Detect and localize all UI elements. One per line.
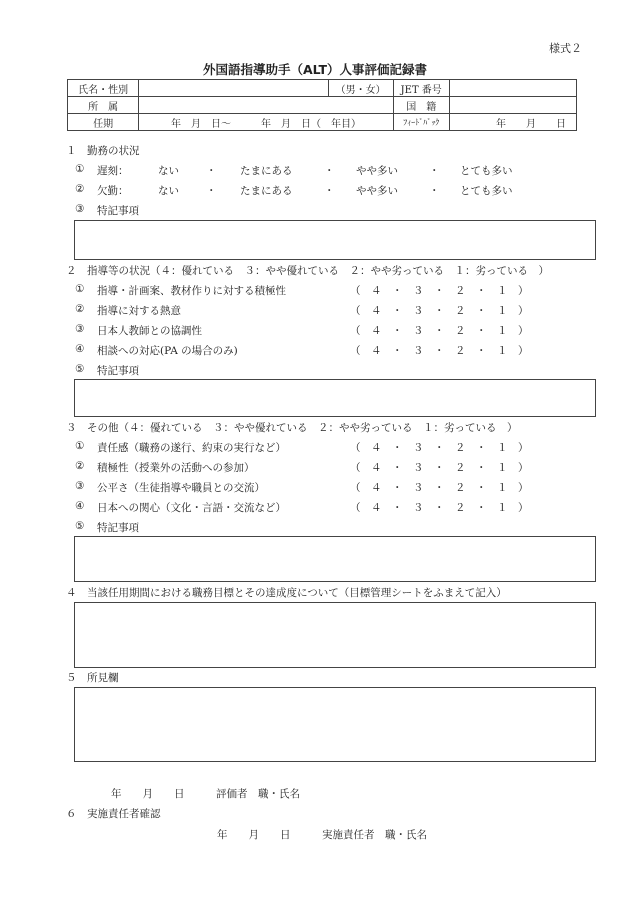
- s2-item-scale[interactable]: （ ４ ・ ３ ・ ２ ・ １ ）: [350, 305, 529, 317]
- feedback-date-field[interactable]: 年 月 日: [449, 114, 576, 131]
- s2-item-scale[interactable]: （ ４ ・ ３ ・ ２ ・ １ ）: [350, 345, 529, 357]
- s2-notes-box[interactable]: [74, 379, 596, 417]
- s3-item-label: 積極性（授業外の活動への参加）: [97, 462, 255, 474]
- s1-notes-box[interactable]: [74, 220, 596, 260]
- term-label: 任期: [68, 114, 139, 131]
- page-title: 外国語指導助手（ALT）人事評価記録書: [202, 62, 428, 77]
- lateness-opt-sometimes[interactable]: たまにある: [240, 165, 293, 177]
- lateness-sep: ・: [324, 165, 335, 177]
- absence-num: ②: [75, 183, 85, 195]
- lateness-sep: ・: [429, 165, 440, 177]
- name-field[interactable]: [139, 80, 328, 97]
- lateness-sep: ・: [206, 165, 217, 177]
- form-number: 様式２: [549, 42, 582, 55]
- absence-sep: ・: [429, 185, 440, 197]
- s3-item-label: 日本への関心（文化・言語・交流など）: [97, 502, 286, 514]
- term-period-field[interactable]: 年 月 日～ 年 月 日（ 年目）: [139, 114, 393, 131]
- s1-notes-num: ③: [75, 203, 85, 215]
- s2-item-label: 指導に対する熱意: [97, 305, 181, 317]
- s3-item-scale[interactable]: （ ４ ・ ３ ・ ２ ・ １ ）: [350, 462, 529, 474]
- absence-sep: ・: [206, 185, 217, 197]
- feedback-label: ﾌｨｰﾄﾞﾊﾞｯｸ: [393, 114, 449, 131]
- s2-notes-label: 特記事項: [97, 365, 139, 377]
- name-gender-label: 氏名・性別: [68, 80, 139, 97]
- s3-item-label: 公平さ（生徒指導や職員との交流）: [97, 482, 265, 494]
- gender-options[interactable]: （男・女）: [328, 80, 393, 97]
- s2-item-num: ③: [75, 323, 85, 335]
- header-table: [67, 79, 577, 131]
- nationality-field[interactable]: [449, 97, 576, 114]
- manager-signature-line[interactable]: 年 月 日 実施責任者 職・氏名: [217, 829, 427, 841]
- s3-notes-label: 特記事項: [97, 522, 139, 534]
- section1-heading: １ 勤務の状況: [66, 145, 140, 157]
- absence-opt-sometimes[interactable]: たまにある: [240, 185, 293, 197]
- s3-item-label: 責任感（職務の遂行、約束の実行など）: [97, 442, 286, 454]
- s2-item-scale[interactable]: （ ４ ・ ３ ・ ２ ・ １ ）: [350, 285, 529, 297]
- s3-notes-num: ⑤: [75, 520, 85, 532]
- section4-heading: ４ 当該任用期間における職務目標とその達成度について（目標管理シートをふまえて記入）: [66, 587, 507, 599]
- s3-item-num: ①: [75, 440, 85, 452]
- s2-item-label: 日本人教師との協調性: [97, 325, 202, 337]
- jet-number-field[interactable]: [449, 80, 576, 97]
- s4-goals-box[interactable]: [74, 602, 596, 668]
- jet-number-label: JET 番号: [393, 80, 449, 97]
- section5-heading: ５ 所見欄: [66, 672, 119, 684]
- s2-item-label: 相談への対応(PA の場合のみ): [97, 345, 238, 357]
- s3-item-num: ③: [75, 480, 85, 492]
- lateness-opt-very-many[interactable]: とても多い: [460, 165, 513, 177]
- affiliation-field[interactable]: [139, 97, 393, 114]
- s3-notes-box[interactable]: [74, 536, 596, 582]
- section2-heading: ２ 指導等の状況（４：優れている ３：やや優れている ２：やや劣っている １：劣っている ）: [66, 265, 549, 277]
- s2-item-num: ②: [75, 303, 85, 315]
- affiliation-label: 所 属: [68, 97, 139, 114]
- s2-notes-num: ⑤: [75, 363, 85, 375]
- s5-remarks-box[interactable]: [74, 687, 596, 762]
- s3-item-num: ④: [75, 500, 85, 512]
- section6-heading: ６ 実施責任者確認: [66, 808, 161, 820]
- nationality-label: 国 籍: [393, 97, 449, 114]
- s1-notes-label: 特記事項: [97, 205, 139, 217]
- absence-opt-none[interactable]: ない: [158, 185, 179, 197]
- absence-sep: ・: [324, 185, 335, 197]
- lateness-num: ①: [75, 163, 85, 175]
- absence-opt-somewhat-many[interactable]: やや多い: [356, 185, 398, 197]
- s3-item-scale[interactable]: （ ４ ・ ３ ・ ２ ・ １ ）: [350, 482, 529, 494]
- lateness-opt-somewhat-many[interactable]: やや多い: [356, 165, 398, 177]
- s3-item-scale[interactable]: （ ４ ・ ３ ・ ２ ・ １ ）: [350, 442, 529, 454]
- absence-opt-very-many[interactable]: とても多い: [460, 185, 513, 197]
- absence-label: 欠勤：: [97, 185, 129, 197]
- lateness-label: 遅刻：: [97, 165, 129, 177]
- s2-item-scale[interactable]: （ ４ ・ ３ ・ ２ ・ １ ）: [350, 325, 529, 337]
- section3-heading: ３ その他（４：優れている ３：やや優れている ２：やや劣っている １：劣っている ）: [66, 422, 518, 434]
- s3-item-num: ②: [75, 460, 85, 472]
- s3-item-scale[interactable]: （ ４ ・ ３ ・ ２ ・ １ ）: [350, 502, 529, 514]
- lateness-opt-none[interactable]: ない: [158, 165, 179, 177]
- evaluator-signature-line[interactable]: 年 月 日 評価者 職・氏名: [111, 788, 300, 800]
- s2-item-label: 指導・計画案、教材作りに対する積極性: [97, 285, 286, 297]
- s2-item-num: ④: [75, 343, 85, 355]
- s2-item-num: ①: [75, 283, 85, 295]
